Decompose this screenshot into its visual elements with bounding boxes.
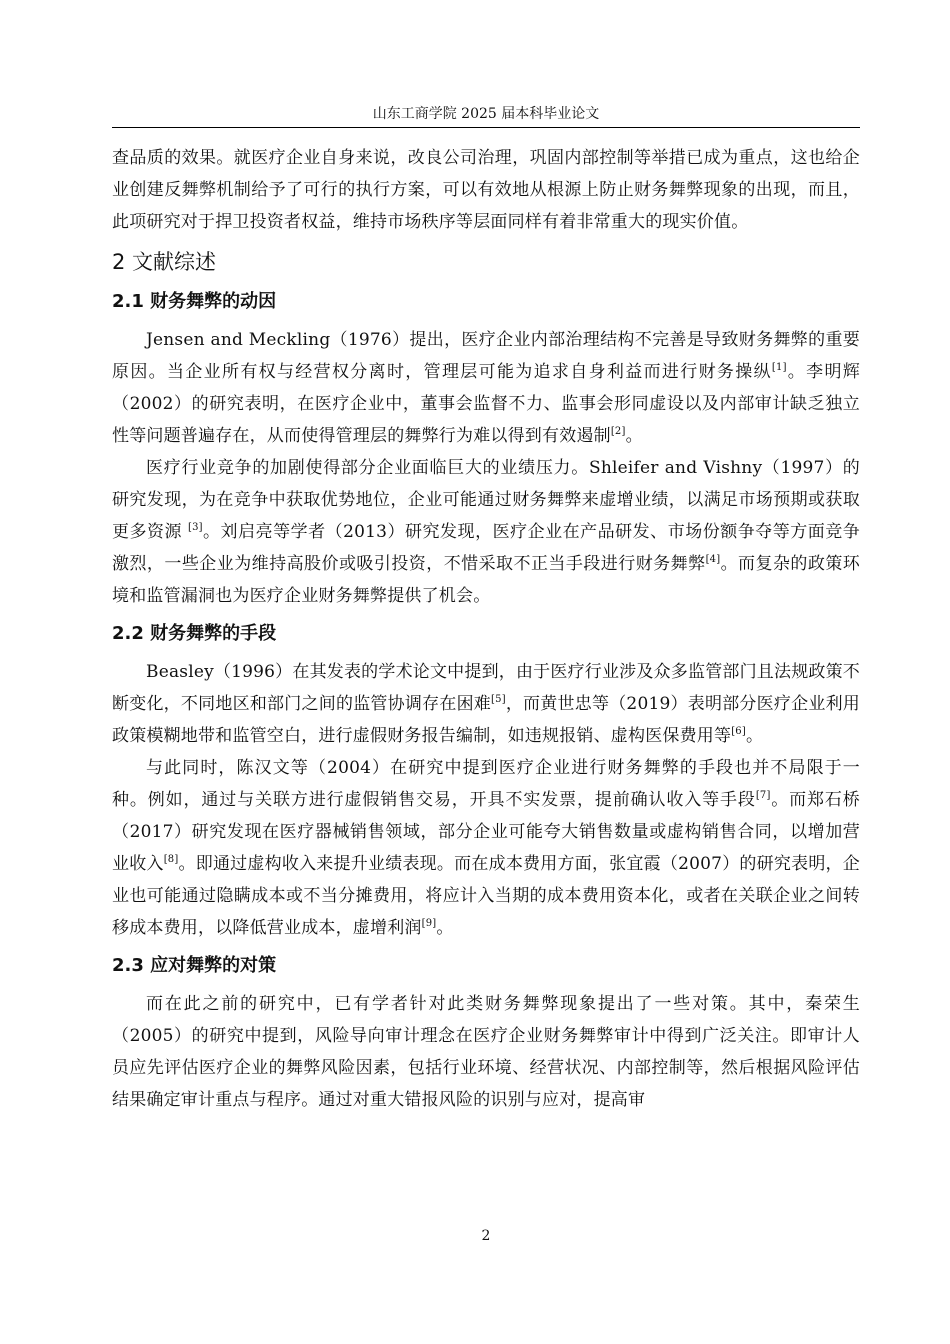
citation-3: [3] <box>187 522 203 533</box>
page-body <box>112 142 860 1116</box>
text-run: ，而黄世忠等（2019）表明部分医疗企业利用政策模糊地带和监管空白，进行虚假财务报告编制，如违规报销、虚构医保费用等 <box>112 694 860 746</box>
paragraph-2-2-b <box>112 752 860 944</box>
text-run: 而在此之前的研究中，已有学者针对此类财务舞弊现象提出了一些对策。其中，秦荣生（2005）的研究中提到，风险导向审计理念在医疗企业财务舞弊审计中得到广泛关注。即审计人员应先评估医疗企业的舞弊风险因素，包括行业环境、经营状况、内部控制等，然后根据风险评估结果确定审计重点与程序。通过对重大错报风险的识别与应对，提高审 <box>112 994 860 1110</box>
citation-6: [6] <box>731 726 746 737</box>
paragraph-2-1-b <box>112 452 860 612</box>
text-run: Beasley（1996）在其发表的学术论文中提到，由于医疗行业涉及众多监管部门且法规政策不断变化，不同地区和部门之间的监管协调存在困难 <box>112 662 860 714</box>
header-rule <box>112 127 860 128</box>
text-run: 。 <box>745 726 764 746</box>
text-run: 。刘启亮等学者（2013）研究发现，医疗企业在产品研发、市场份额争夺等方面竞争激烈，一些企业为维持高股价或吸引投资，不惜采取不正当手段进行财务舞弊 <box>112 522 861 574</box>
paragraph-2-1-a <box>112 324 860 452</box>
subsection-heading-2-2: 2.2 财务舞弊的手段 <box>112 623 277 644</box>
text-run: 。而郑石桥（2017）研究发现在医疗器械销售领域，部分企业可能夸大销售数量或虚构销售合同，以增加营业收入 <box>112 790 860 874</box>
text-run: 与此同时，陈汉文等（2004）在研究中提到医疗企业进行财务舞弊的手段也并不局限于一种。例如，通过与关联方进行虚假销售交易，开具不实发票，提前确认收入等手段 <box>112 758 860 810</box>
paragraph-2-2-a <box>112 656 860 752</box>
running-header: 山东工商学院 2025 届本科毕业论文 <box>372 106 600 122</box>
page-number: 2 <box>481 1228 491 1244</box>
citation-5: [5] <box>491 694 506 705</box>
text-run: 。即通过虚构收入来提升业绩表现。而在成本费用方面，张宜霞（2007）的研究表明，企业也可能通过隐瞒成本或不当分摊费用，将应计入当期的成本费用资本化，或者在关联企业之间转移成本费用，以降低营业成本，虚增利润 <box>112 854 860 938</box>
citation-9: [9] <box>421 918 437 929</box>
text-run: 医疗行业竞争的加剧使得部分企业面临巨大的业绩压力。Shleifer and Vishny（1997）的研究发现，为在竞争中获取优势地位，企业可能通过财务舞弊来虚增业绩，以满足市场预期或获取更多资源 <box>112 458 860 542</box>
text-run: 。李明辉（2002）的研究表明，在医疗企业中，董事会监督不力、监事会形同虚设以及内部审计缺乏独立性等问题普遍存在，从而使得管理层的舞弊行为难以得到有效遏制 <box>112 362 860 446</box>
text-run: Jensen and Meckling（1976）提出，医疗企业内部治理结构不完善是导致财务舞弊的重要原因。当企业所有权与经营权分离时，管理层可能为追求自身利益而进行财务操纵 <box>112 330 860 382</box>
intro-paragraph: 查品质的效果。就医疗企业自身来说，改良公司治理，巩固内部控制等举措已成为重点，这也给企业创建反舞弊机制给予了可行的执行方案，可以有效地从根源上防止财务舞弊现象的出现，而且，此项研究对于捍卫投资者权益，维持市场秩序等层面同样有着非常重大的现实价值。 <box>112 148 860 232</box>
text-run: 。而复杂的政策环境和监管漏洞也为医疗企业财务舞弊提供了机会。 <box>112 554 860 606</box>
citation-4: [4] <box>705 554 721 565</box>
citation-1: [1] <box>771 362 787 373</box>
text-run: 。 <box>625 426 643 446</box>
section-heading: 2 文献综述 <box>112 250 217 274</box>
citation-2: [2] <box>610 426 626 437</box>
subsection-heading-2-3: 2.3 应对舞弊的对策 <box>112 955 277 976</box>
citation-8: [8] <box>163 854 179 865</box>
subsection-heading-2-1: 2.1 财务舞弊的动因 <box>112 291 277 312</box>
citation-7: [7] <box>755 790 771 801</box>
text-run: 。 <box>436 918 454 938</box>
paragraph-2-3-a <box>112 988 860 1116</box>
